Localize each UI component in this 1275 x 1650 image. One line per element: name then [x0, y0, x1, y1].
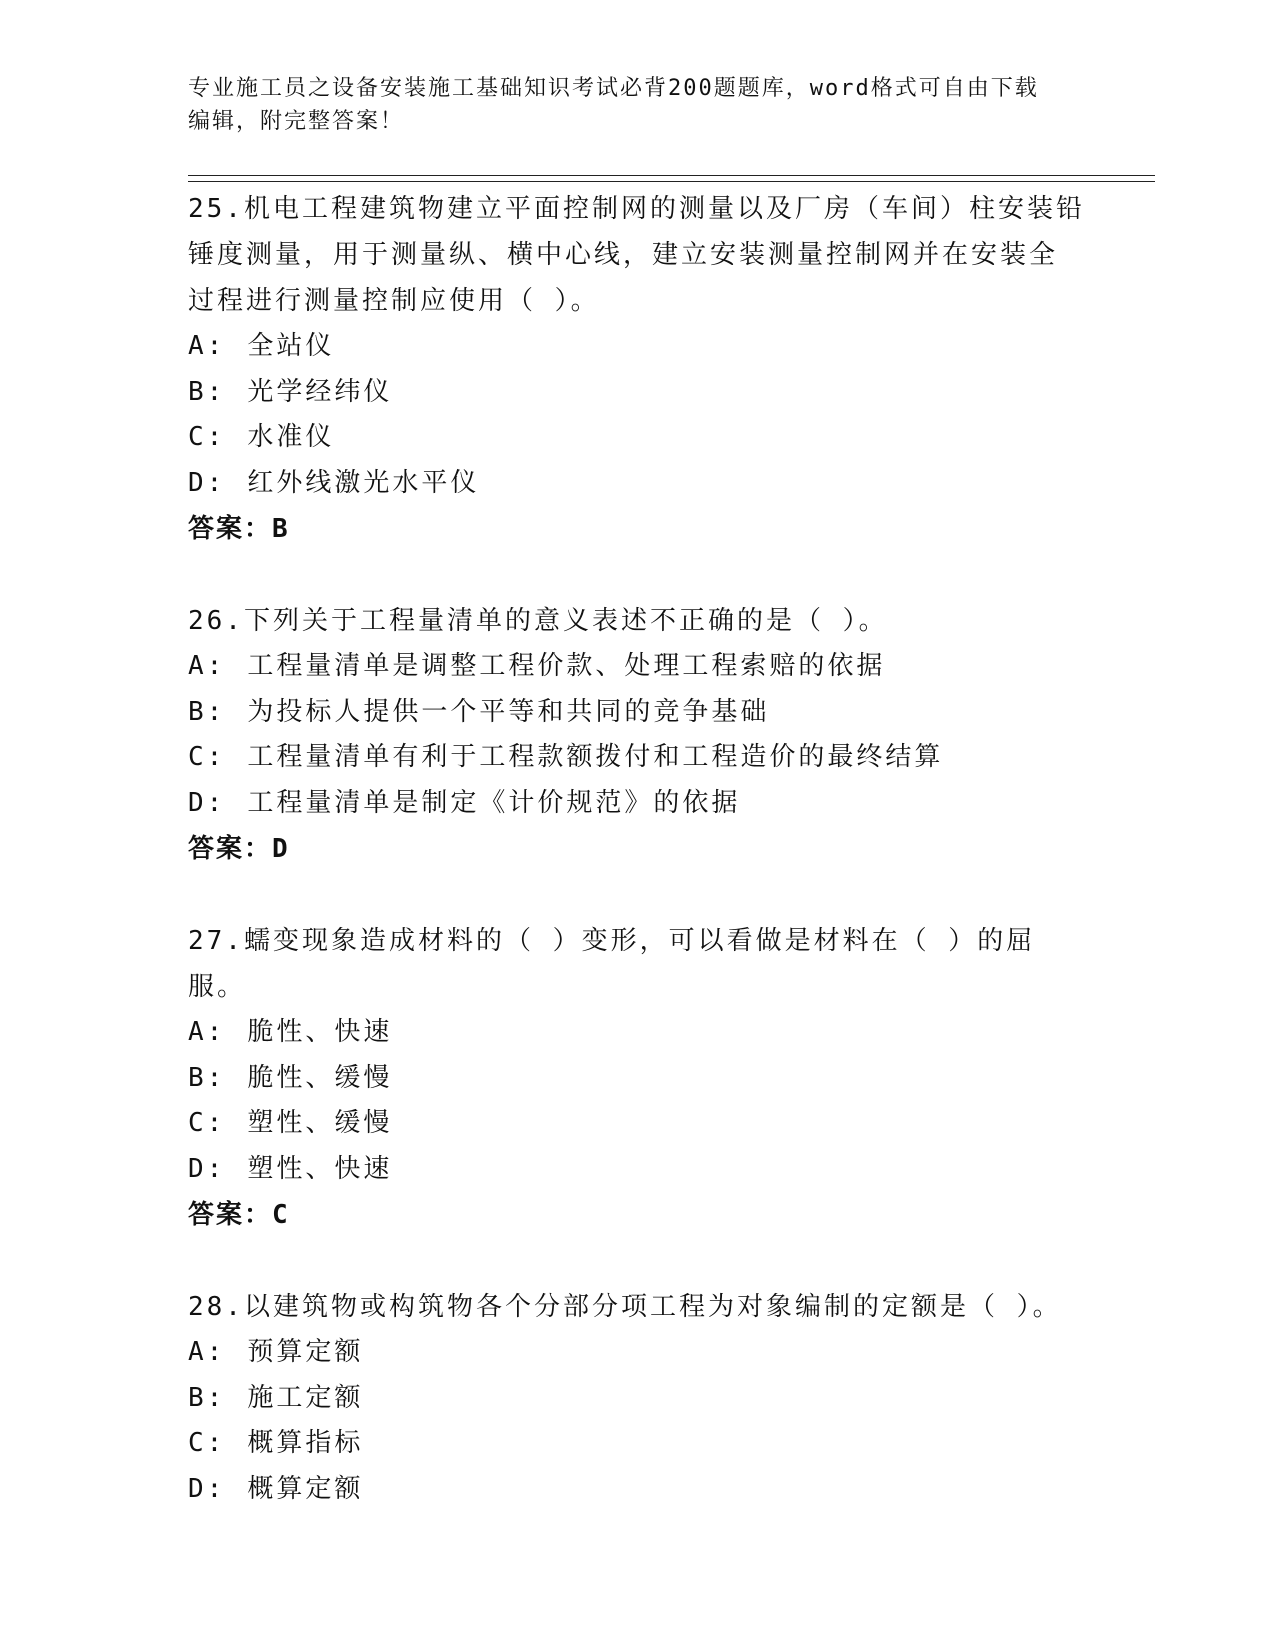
option-a — [188, 1010, 1088, 1056]
option-text: 红外线激光水平仪 — [247, 467, 480, 498]
option-text: 水准仪 — [247, 422, 335, 452]
option-d — [188, 461, 1088, 507]
option-text: 预算定额 — [247, 1337, 364, 1367]
answer-label: 答案： — [188, 1200, 273, 1230]
question-stem-line: 25.机电工程建筑物建立平面控制网的测量以及厂房（车间）柱安装铅 — [188, 194, 1085, 224]
option-b — [188, 1056, 1088, 1102]
answer — [188, 506, 1088, 552]
question-28 — [188, 1284, 1088, 1512]
option-a — [188, 644, 1088, 690]
option-text: 脆性、缓慢 — [247, 1062, 393, 1093]
option-d — [188, 781, 1088, 827]
option-key: D: — [188, 787, 226, 818]
header-line-2: 编辑，附完整答案！ — [188, 109, 405, 134]
option-key: C: — [188, 422, 226, 452]
answer-value: D — [272, 834, 291, 864]
option-b — [188, 1376, 1088, 1422]
option-text: 塑性、快速 — [247, 1153, 393, 1184]
option-b — [188, 690, 1088, 736]
header-divider-top — [188, 175, 1155, 176]
document-header — [188, 72, 1088, 138]
question-stem-line: 27.蠕变现象造成材料的（ ）变形，可以看做是材料在（ ）的屈服。 — [188, 926, 1036, 1002]
option-text: 光学经纬仪 — [247, 376, 393, 407]
option-text: 工程量清单有利于工程款额拨付和工程造价的最终结算 — [247, 742, 944, 772]
option-key: D: — [188, 1473, 226, 1504]
option-c — [188, 735, 1088, 781]
question-27 — [188, 918, 1088, 1238]
option-key: B: — [188, 376, 226, 407]
option-key: B: — [188, 1062, 226, 1093]
option-text: 施工定额 — [247, 1382, 364, 1413]
option-text: 全站仪 — [247, 331, 335, 361]
option-text: 塑性、缓慢 — [247, 1108, 393, 1138]
answer — [188, 1192, 1088, 1238]
question-stem-line: 锤度测量，用于测量纵、横中心线，建立安装测量控制网并在安装全 — [188, 240, 1059, 270]
question-list — [188, 186, 1088, 1558]
option-key: B: — [188, 1382, 226, 1413]
option-key: C: — [188, 742, 226, 772]
header-divider-bottom — [188, 181, 1155, 182]
answer — [188, 826, 1088, 872]
option-c — [188, 1101, 1088, 1147]
question-25 — [188, 186, 1088, 552]
header-line-1: 专业施工员之设备安装施工基础知识考试必背200题题库，word格式可自由下载 — [188, 76, 1039, 101]
option-text: 脆性、快速 — [247, 1017, 393, 1047]
option-b — [188, 370, 1088, 416]
question-stem-line: 过程进行测量控制应使用（ ）。 — [188, 286, 600, 316]
option-c — [188, 415, 1088, 461]
option-text: 工程量清单是调整工程价款、处理工程索赔的依据 — [247, 651, 886, 681]
question-stem-line: 28.以建筑物或构筑物各个分部分项工程为对象编制的定额是（ ）。 — [188, 1292, 1062, 1322]
option-a — [188, 1330, 1088, 1376]
answer-label: 答案： — [188, 834, 273, 864]
option-key: C: — [188, 1108, 226, 1138]
answer-value: B — [272, 514, 291, 544]
option-key: A: — [188, 651, 226, 681]
option-key: B: — [188, 696, 226, 727]
option-key: A: — [188, 331, 226, 361]
option-c — [188, 1421, 1088, 1467]
option-key: D: — [188, 467, 226, 498]
option-text: 概算定额 — [247, 1473, 364, 1504]
option-d — [188, 1467, 1088, 1513]
option-key: A: — [188, 1017, 226, 1047]
option-key: D: — [188, 1153, 226, 1184]
answer-value: C — [272, 1200, 291, 1230]
option-key: C: — [188, 1428, 226, 1458]
option-a — [188, 324, 1088, 370]
option-text: 工程量清单是制定《计价规范》的依据 — [247, 787, 741, 818]
option-text: 为投标人提供一个平等和共同的竞争基础 — [247, 696, 770, 727]
answer-label: 答案： — [188, 514, 273, 544]
question-stem-line: 26.下列关于工程量清单的意义表述不正确的是（ ）。 — [188, 606, 888, 636]
option-d — [188, 1147, 1088, 1193]
question-26 — [188, 598, 1088, 872]
option-key: A: — [188, 1337, 226, 1367]
option-text: 概算指标 — [247, 1428, 364, 1458]
